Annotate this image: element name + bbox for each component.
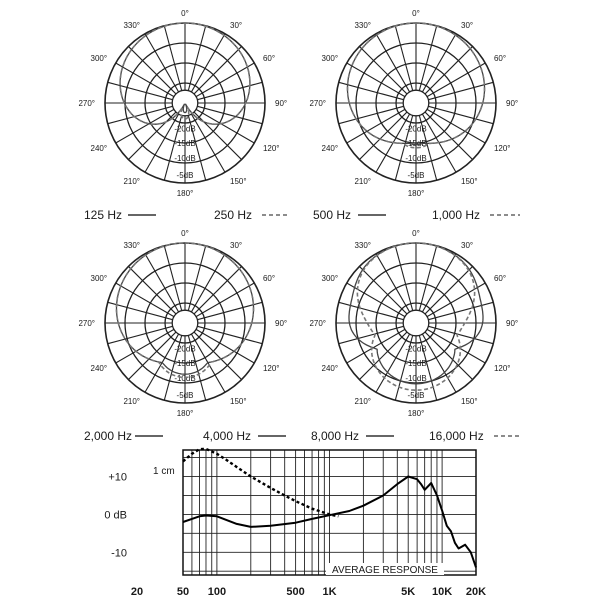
db-label: -5dB xyxy=(176,171,194,180)
angle-label: 270° xyxy=(78,99,95,108)
angle-label: 60° xyxy=(262,274,276,283)
angle-label: 120° xyxy=(262,364,280,373)
db-label: -5dB xyxy=(407,391,425,400)
fr-x-tick-label: 5K xyxy=(401,586,416,598)
db-label: -20dB xyxy=(174,344,196,354)
legend-entry xyxy=(203,429,286,443)
legend-entry xyxy=(84,208,156,222)
angle-label: 30° xyxy=(230,21,243,31)
fr-x-tick-label: 100 xyxy=(207,586,227,598)
angle-label: 270° xyxy=(309,99,326,108)
db-label: -5dB xyxy=(407,171,425,180)
angle-label: 240° xyxy=(321,364,339,373)
angle-label: 210° xyxy=(354,396,371,406)
angle-label: 90° xyxy=(506,99,519,108)
angle-label: 300° xyxy=(321,54,339,63)
polar-center-circle xyxy=(172,310,198,336)
fr-x-tick-label: 10K xyxy=(432,586,453,598)
polar-center-circle xyxy=(403,90,429,116)
legend-label: 16,000 Hz xyxy=(429,429,484,443)
polar-spoke xyxy=(425,266,473,314)
legend-entry xyxy=(311,429,394,443)
db-label: -10dB xyxy=(174,374,196,384)
legend-entry xyxy=(214,208,290,222)
angle-label: 210° xyxy=(354,176,371,186)
polar-spoke xyxy=(194,332,242,380)
fr-x-tick-label: 20 xyxy=(130,586,144,598)
angle-label: 0° xyxy=(412,229,420,238)
angle-label: 300° xyxy=(321,274,339,283)
db-label: -15dB xyxy=(174,139,196,148)
angle-label: 180° xyxy=(407,409,425,418)
polar-spoke xyxy=(194,266,242,314)
fr-x-tick-label: 50 xyxy=(176,586,190,598)
polar-spoke xyxy=(197,326,262,343)
polar-spoke xyxy=(128,46,176,94)
angle-label: 60° xyxy=(493,274,507,283)
angle-label: 30° xyxy=(461,21,474,31)
angle-label: 210° xyxy=(123,176,140,186)
polar-spoke xyxy=(128,112,176,160)
fr-y-tick-label: 0 dB xyxy=(104,509,127,522)
angle-label: 330° xyxy=(354,241,371,251)
db-label: -15dB xyxy=(405,359,427,368)
angle-label: 300° xyxy=(90,274,108,283)
polar-spoke xyxy=(194,46,242,94)
legend-entry xyxy=(84,429,163,443)
angle-label: 240° xyxy=(90,144,108,153)
polar-spoke xyxy=(164,246,181,311)
angle-label: 30° xyxy=(461,241,474,251)
polar-spoke xyxy=(339,106,404,123)
angle-label: 330° xyxy=(123,241,140,251)
angle-label: 60° xyxy=(262,54,276,63)
db-label: -20dB xyxy=(405,344,427,354)
polar-center-circle xyxy=(403,310,429,336)
angle-label: 120° xyxy=(493,364,511,373)
polar-spoke xyxy=(395,26,412,91)
angle-label: 150° xyxy=(230,396,247,406)
polar-chart-polar-8000-16000 xyxy=(309,229,518,418)
legend-label: 2,000 Hz xyxy=(84,429,133,443)
angle-label: 330° xyxy=(123,21,140,31)
angle-label: 180° xyxy=(407,189,425,198)
polar-spoke xyxy=(164,26,181,91)
fr-y-tick-label: -10 xyxy=(111,547,127,560)
fr-x-tick-label: 500 xyxy=(286,586,305,598)
legend-label: 4,000 Hz xyxy=(203,429,252,443)
angle-label: 0° xyxy=(181,9,189,18)
legend-label: 8,000 Hz xyxy=(311,429,360,443)
polar-spoke xyxy=(108,326,173,343)
angle-label: 120° xyxy=(262,144,280,153)
angle-label: 0° xyxy=(412,9,420,18)
angle-label: 150° xyxy=(461,396,478,406)
angle-label: 210° xyxy=(123,396,140,406)
polar-spoke xyxy=(425,46,473,94)
legend-entry xyxy=(313,208,386,222)
angle-label: 60° xyxy=(493,54,507,63)
angle-label: 180° xyxy=(176,189,194,198)
legend-entry xyxy=(429,429,522,443)
polar-spoke xyxy=(108,82,173,99)
angle-label: 150° xyxy=(461,176,478,186)
angle-label: 90° xyxy=(506,319,519,328)
polar-spoke xyxy=(425,332,473,380)
polar-spoke xyxy=(359,112,407,160)
polar-spoke xyxy=(428,106,493,123)
polar-spoke xyxy=(425,112,473,160)
polar-spoke xyxy=(188,26,205,91)
db-label: -5dB xyxy=(176,391,194,400)
db-label: -15dB xyxy=(405,139,427,148)
db-label: -10dB xyxy=(174,154,196,164)
polar-chart-polar-125-250 xyxy=(78,9,287,198)
frequency-response-chart xyxy=(104,449,486,598)
angle-label: 90° xyxy=(275,319,288,328)
db-label: -15dB xyxy=(174,359,196,368)
polar-spoke xyxy=(359,332,407,380)
angle-label: 120° xyxy=(493,144,511,153)
legend-label: 125 Hz xyxy=(84,208,123,222)
angle-label: 330° xyxy=(354,21,371,31)
angle-label: 270° xyxy=(78,319,95,328)
angle-label: 180° xyxy=(176,409,194,418)
db-label: -20dB xyxy=(405,124,427,134)
angle-label: 300° xyxy=(90,54,108,63)
polar-spoke xyxy=(359,266,407,314)
angle-label: 30° xyxy=(230,241,243,251)
polar-spoke xyxy=(419,246,436,311)
fr-annotation-1cm: 1 cm xyxy=(153,466,175,477)
polar-chart-polar-2000-4000 xyxy=(78,229,287,418)
polar-spoke xyxy=(395,246,412,311)
fr-title: AVERAGE RESPONSE xyxy=(332,565,438,576)
polar-spoke xyxy=(419,26,436,91)
polar-chart-polar-500-1000 xyxy=(309,9,518,198)
polar-spoke xyxy=(128,266,176,314)
legend-label: 1,000 Hz xyxy=(432,208,481,222)
fr-y-tick-label: +10 xyxy=(108,471,127,484)
angle-label: 150° xyxy=(230,176,247,186)
angle-label: 90° xyxy=(275,99,288,108)
angle-label: 0° xyxy=(181,229,189,238)
angle-label: 240° xyxy=(321,144,339,153)
legend-entry xyxy=(432,208,520,222)
polar-spoke xyxy=(359,46,407,94)
db-label: -10dB xyxy=(405,154,427,164)
fr-x-tick-label: 1K xyxy=(322,586,337,598)
polar-spoke xyxy=(188,246,205,311)
angle-label: 240° xyxy=(90,364,108,373)
db-label: -10dB xyxy=(405,374,427,384)
angle-label: 270° xyxy=(309,319,326,328)
polar-spoke xyxy=(197,82,262,99)
db-label: -20dB xyxy=(174,124,196,134)
legend-label: 250 Hz xyxy=(214,208,253,222)
polar-spoke xyxy=(194,112,242,160)
fr-x-tick-label: 20K xyxy=(465,586,487,598)
legend-label: 500 Hz xyxy=(313,208,352,222)
